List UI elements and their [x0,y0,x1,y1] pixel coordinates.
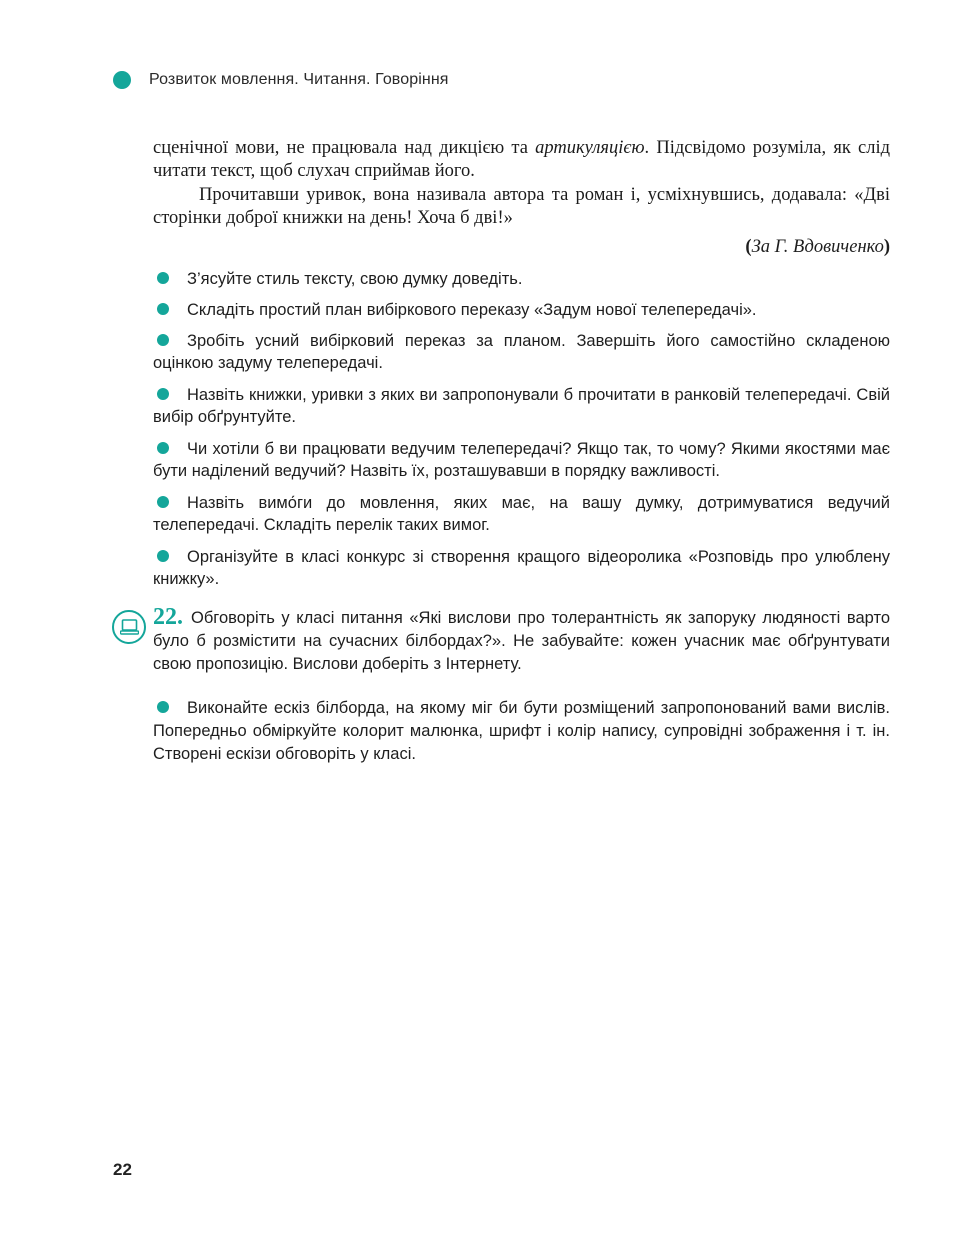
list-item: Чи хотіли б ви працювати ведучим телепередачі? Якщо так, то чому? Якими якостями має бути наділений ведучий? Назвіть їх, розташувавши в порядку важливості. [153,440,890,480]
computer-icon [112,610,146,644]
list-item: Організуйте в класі конкурс зі створення кращого відеоролика «Розповідь про улюблену книжку». [153,548,890,588]
page-number: 22 [113,1160,132,1179]
bullet-icon [157,550,169,562]
list-item: Назвіть книжки, уривки з яких ви запропонували б прочитати в ранковій телепередачі. Свій вибір обґрунтуйте. [153,386,890,426]
circle-bullet-icon [113,71,131,89]
bullet-icon [157,442,169,454]
exercise-number: 22. [153,604,183,630]
list-item: Назвіть вимо́ги до мовлення, яких має, на вашу думку, дотримуватися ведучий телепередачі. Складіть перелік таких вимог. [153,494,890,534]
bullet-icon [157,496,169,508]
exercise-text: 22. Обговоріть у класі питання «Які вислови про толерантність як запоруку людяності варто було б розмістити на сучасних білбордах?». Не забувайте: кожен учасник має обґрунтувати свою пропозицію. Вислови доберіть з Інтернету. [153,604,890,673]
passage-paragraph-2: Прочитавши уривок, вона називала автора та роман і, усміхнувшись, додавала: «Дві сторінки доброї книжки на день! Хоча б дві!» [153,185,890,228]
bullet-icon [157,303,169,315]
list-item: Складіть простий план вибіркового переказу «Задум нової телепередачі». [153,299,890,321]
page-header [113,71,449,89]
bullet-icon [157,701,169,713]
section-title: Розвиток мовлення. Читання. Говоріння [149,71,449,88]
passage-source: (За Г. Вдовиченко) [745,237,890,257]
passage-paragraph-1: сценічної мови, не працювала над дикцією та артикуляцією. Підсвідомо розуміла, як слід читати текст, щоб слухач сприймав його. [153,138,890,181]
bullet-icon [157,334,169,346]
bullet-icon [157,272,169,284]
list-item: З’ясуйте стиль тексту, свою думку доведіть. [153,268,890,290]
bullet-icon [157,388,169,400]
list-item: Виконайте ескіз білборда, на якому міг би бути розміщений запропонований вами вислів. Попередньо обміркуйте колорит малюнка, шрифт і колір напису, супровідні зображення і т. ін. Створені ескізи обговоріть у класі. [153,699,890,763]
list-item: Зробіть усний вибірковий переказ за планом. Завершіть його самостійно складеною оцінкою задуму телепередачі. [153,332,890,372]
